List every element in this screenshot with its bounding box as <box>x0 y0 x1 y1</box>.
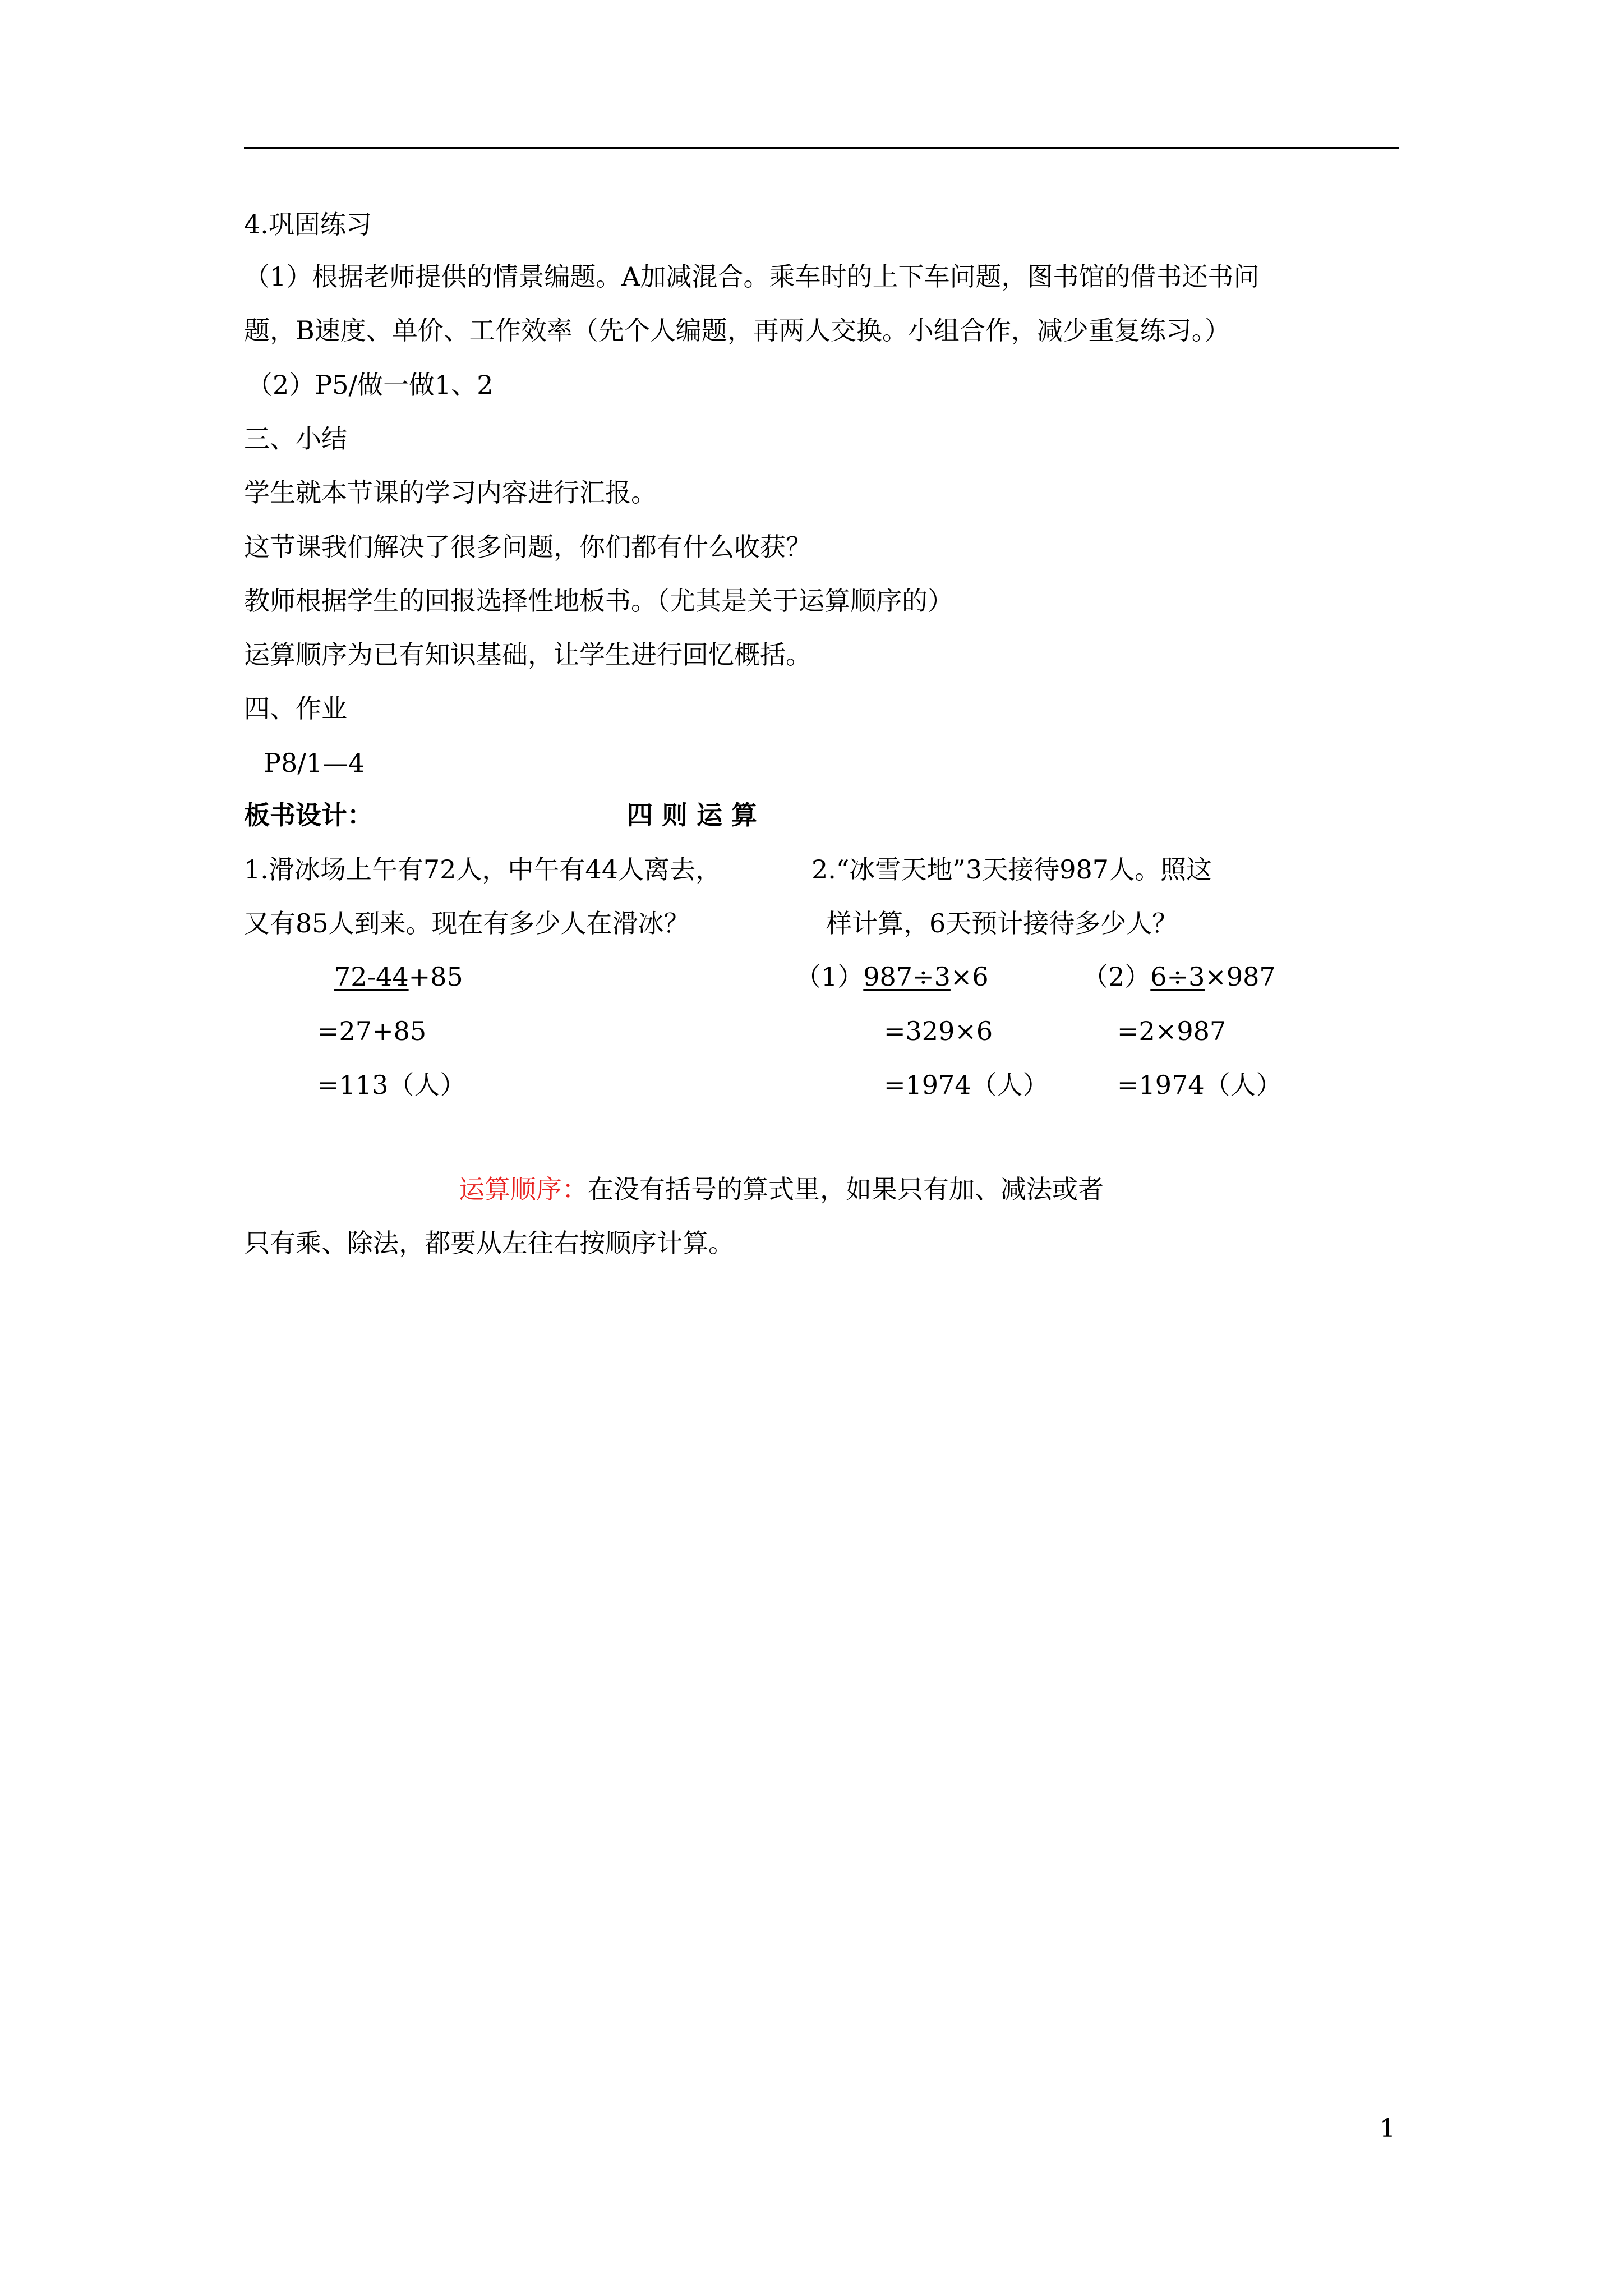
section-heading: 三、小结 <box>244 424 347 454</box>
paragraph-line: P8/1—4 <box>264 748 365 778</box>
paragraph-line: 学生就本节课的学习内容进行汇报。 <box>244 477 657 508</box>
problem-2a-step: =1974（人） <box>884 1070 1049 1100</box>
paragraph-line: 教师根据学生的回报选择性地板书。（尤其是关于运算顺序的） <box>244 586 953 616</box>
problem-2b-step: =1974（人） <box>1117 1070 1282 1100</box>
header-rule <box>244 147 1399 149</box>
paragraph-line: 这节课我们解决了很多问题，你们都有什么收获？ <box>244 532 811 562</box>
problem-2a-step: =329×6 <box>884 1016 993 1046</box>
problem-1-step: =113（人） <box>317 1070 466 1100</box>
paragraph-line: 运算顺序为已有知识基础，让学生进行回忆概括。 <box>244 639 811 670</box>
problem-2b-step: =2×987 <box>1117 1016 1227 1046</box>
rule-statement <box>459 1172 1104 1206</box>
equation-prefix: （2） <box>1082 961 1151 992</box>
equation-rest: ×6 <box>950 961 989 992</box>
board-title: 四 则 运 算 <box>627 800 758 830</box>
problem-2b-equation <box>1082 960 1276 993</box>
equation-rest: ×987 <box>1205 961 1276 992</box>
underlined-step: 987÷3 <box>863 961 951 992</box>
section-heading: 四、作业 <box>244 693 347 724</box>
paragraph-line: 题，B速度、单价、工作效率（先个人编题，再两人交换。小组合作，减少重复练习。） <box>244 315 1230 346</box>
rule-label: 运算顺序： <box>459 1174 588 1204</box>
underlined-step: 72-44 <box>334 961 409 992</box>
paragraph-line: （2）P5/做一做1、2 <box>247 370 494 400</box>
equation-prefix: （1） <box>795 961 864 992</box>
rule-text: 在没有括号的算式里，如果只有加、减法或者 <box>588 1174 1104 1204</box>
rule-text-continued: 只有乘、除法，都要从左往右按顺序计算。 <box>244 1228 734 1258</box>
problem-1-line: 又有85人到来。现在有多少人在滑冰？ <box>244 908 690 938</box>
problem-1-line: 1.滑冰场上午有72人，中午有44人离去， <box>244 854 721 885</box>
problem-1-step: =27+85 <box>317 1016 427 1046</box>
underlined-step: 6÷3 <box>1150 961 1205 992</box>
problem-2-line: 2.“冰雪天地”3天接待987人。照这 <box>811 854 1212 885</box>
board-label: 板书设计： <box>244 800 373 830</box>
problem-2-line: 样计算，6天预计接待多少人？ <box>826 908 1178 938</box>
equation-rest: +85 <box>408 961 463 992</box>
problem-1-equation <box>334 960 463 993</box>
paragraph-line: （1）根据老师提供的情景编题。A加减混合。乘车时的上下车问题，图书馆的借书还书问 <box>244 261 1260 292</box>
section-heading: 4.巩固练习 <box>244 209 372 240</box>
problem-2a-equation <box>795 960 989 993</box>
page-number: 1 <box>1380 2114 1395 2143</box>
